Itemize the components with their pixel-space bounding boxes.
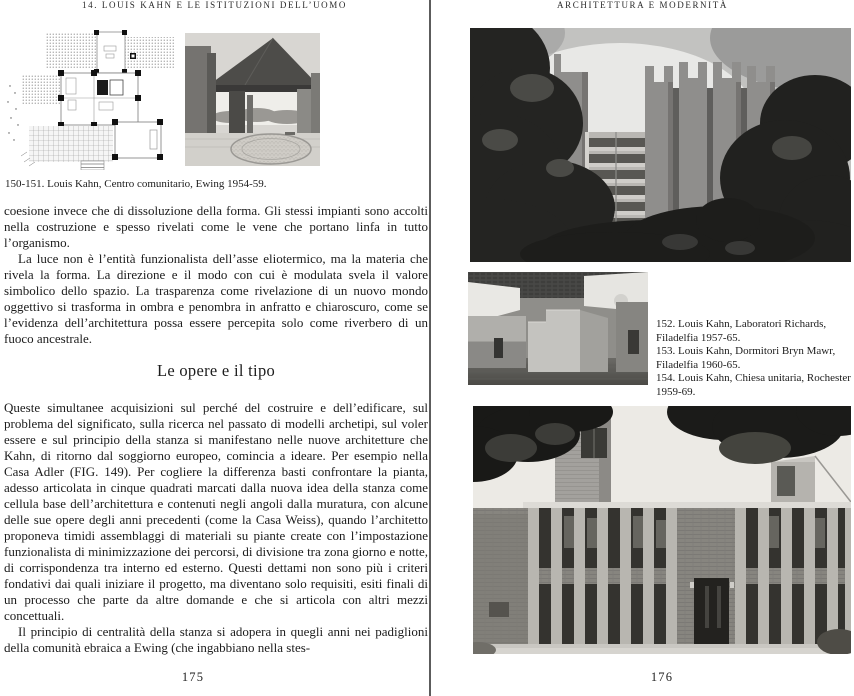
- richards-towers-figure: [470, 28, 851, 262]
- paragraph: Queste simultanee acquisizioni sul perché del costruire e dell’edificare, sul problema del significato, sulla ricerca nel passato di modelli archetipi, sul voler essere e sul principio della stanza si manifestano nelle nuove architetture che Kahn, di ritorno dal soggiorno europeo, comincia a ideare. Per esempio nella Casa Adler (FIG. 149). Per cogliere la differenza basti confrontare la pianta, adesso articolata in cinque quadrati marcati dalla nuova idea della stanza come cellula base dell’architettura e contenuti negli angoli dalla muratura, con alcune delle sue opere degli anni precedenti (come la Casa Weiss), quando l’architetto proponeva timidi assemblaggi di materiali su piante create con l’impostazione funzionalista di minimizzazione dei percorsi, di divisione tra zona giorno e notte, di corrispondenza tra interno ed esterno. Questi dettami non sono più i criteri fondativi dai quali iniziare il progetto, ma diventano solo requisiti, esiti finali di un processo che parte da altre domande e che si articola con altri mezzi concettuali.: [4, 400, 428, 623]
- paragraph: Il principio di centralità della stanza si adopera in quegli anni nei padiglioni della comunità ebraica a Ewing (che ingabbiano nella stes-: [4, 624, 428, 655]
- body-text-top: [4, 203, 428, 347]
- page-number-left: 175: [181, 670, 205, 684]
- facade-photo-figure: [473, 406, 851, 654]
- figure-captions-right: [656, 318, 854, 399]
- interior-photo-image: [468, 272, 648, 385]
- figure-caption-150-151: 150-151. Louis Kahn, Centro comunitario, Ewing 1954-59.: [5, 178, 267, 190]
- interior-photo-figure: [468, 272, 648, 385]
- floor-plan-figure: [4, 30, 178, 170]
- page-number-right: 176: [650, 670, 674, 684]
- pavilion-photo-image: [185, 33, 320, 166]
- floor-plan-image: [4, 30, 178, 170]
- running-head-left: 14. LOUIS KAHN E LE ISTITUZIONI DELL’UOMO: [82, 0, 347, 10]
- caption-152: 152. Louis Kahn, Laboratori Richards, Filadelfia 1957-65.: [656, 318, 827, 344]
- paragraph: coesione invece che di dissoluzione della forma. Gli stessi impianti sono accolti nella costruzione e spesso rivelati come le vene che portano linfa in tutto l’organismo.: [4, 203, 428, 250]
- caption-154: 154. Louis Kahn, Chiesa unitaria, Rochester 1959-69.: [656, 372, 851, 398]
- pavilion-photo-figure: [185, 33, 320, 166]
- paragraph: La luce non è l’entità funzionalista dell’asse eliotermico, ma la materia che rivela la forma. La direzione e il modo con cui è modulata svela il valore simbolico dello spazio. La trasparenza come rivelazione di un nuovo mondo oggettivo si trasforma in ombra e penombra in anfratto e chiaroscuro, come se l’evidenza dell’architettura possa essere percepita solo come riverbero di un fuoco ancestrale.: [4, 251, 428, 346]
- running-head-right: ARCHITETTURA E MODERNITÀ: [557, 0, 728, 10]
- caption-153: 153. Louis Kahn, Dormitori Bryn Mawr, Filadelfia 1960-65.: [656, 345, 836, 371]
- facade-photo-image: [473, 406, 851, 654]
- right-page: [431, 0, 854, 696]
- section-heading: Le opere e il tipo: [156, 361, 276, 380]
- body-text-bottom: [4, 400, 428, 656]
- richards-towers-image: [470, 28, 851, 262]
